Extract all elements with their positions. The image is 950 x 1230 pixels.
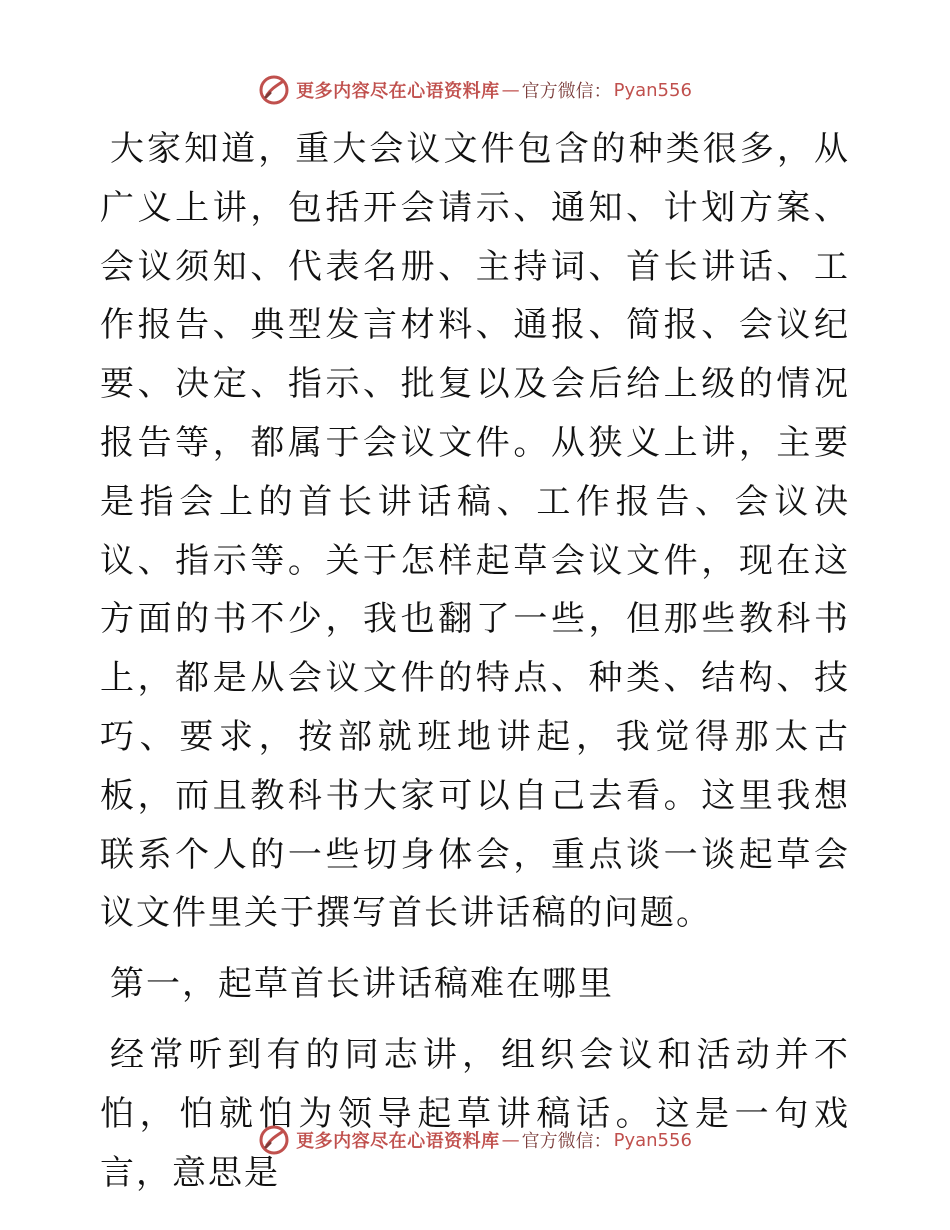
watermark-official: 官方微信： [521, 81, 612, 102]
watermark-official: 官方微信： [521, 1131, 612, 1152]
watermark-wechat-id: Pyan556 [613, 1129, 692, 1151]
document-body [100, 120, 850, 1202]
watermark-header [0, 70, 950, 110]
paragraph-intro: 大家知道，重大会议文件包含的种类很多，从广义上讲，包括开会请示、通知、计划方案、会议须知、代表名册、主持词、首长讲话、工作报告、典型发言材料、通报、简报、会议纪要、决定、指示、批复以及会后给上级的情况报告等，都属于会议文件。从狭义上讲，主要是指会上的首长讲话稿、工作报告、会议决议、指示等。关于怎样起草会议文件，现在这方面的书不少，我也翻了一些，但那些教科书上，都是从会议文件的特点、种类、结构、技巧、要求，按部就班地讲起，我觉得那太古板，而且教科书大家可以自己去看。这里我想联系个人的一些切身体会，重点谈一谈起草会议文件里关于撰写首长讲话稿的问题。 [100, 129, 850, 934]
watermark-brand: 更多内容尽在心语资料库 [296, 1131, 500, 1152]
watermark-brand: 更多内容尽在心语资料库 [296, 81, 500, 102]
section-heading-1: 第一，起草首长讲话稿难在哪里 [110, 964, 614, 1005]
brush-seal-icon [258, 74, 290, 106]
brush-seal-icon [258, 1124, 290, 1156]
paragraph-section-1: 经常听到有的同志讲，组织会议和活动并不怕，怕就怕为领导起草讲稿话。这是一句戏言，意思是 [100, 1034, 850, 1193]
watermark-dash: — [501, 79, 520, 101]
watermark-footer [0, 1120, 950, 1160]
watermark-dash: — [501, 1129, 520, 1151]
watermark-wechat-id: Pyan556 [613, 79, 692, 101]
